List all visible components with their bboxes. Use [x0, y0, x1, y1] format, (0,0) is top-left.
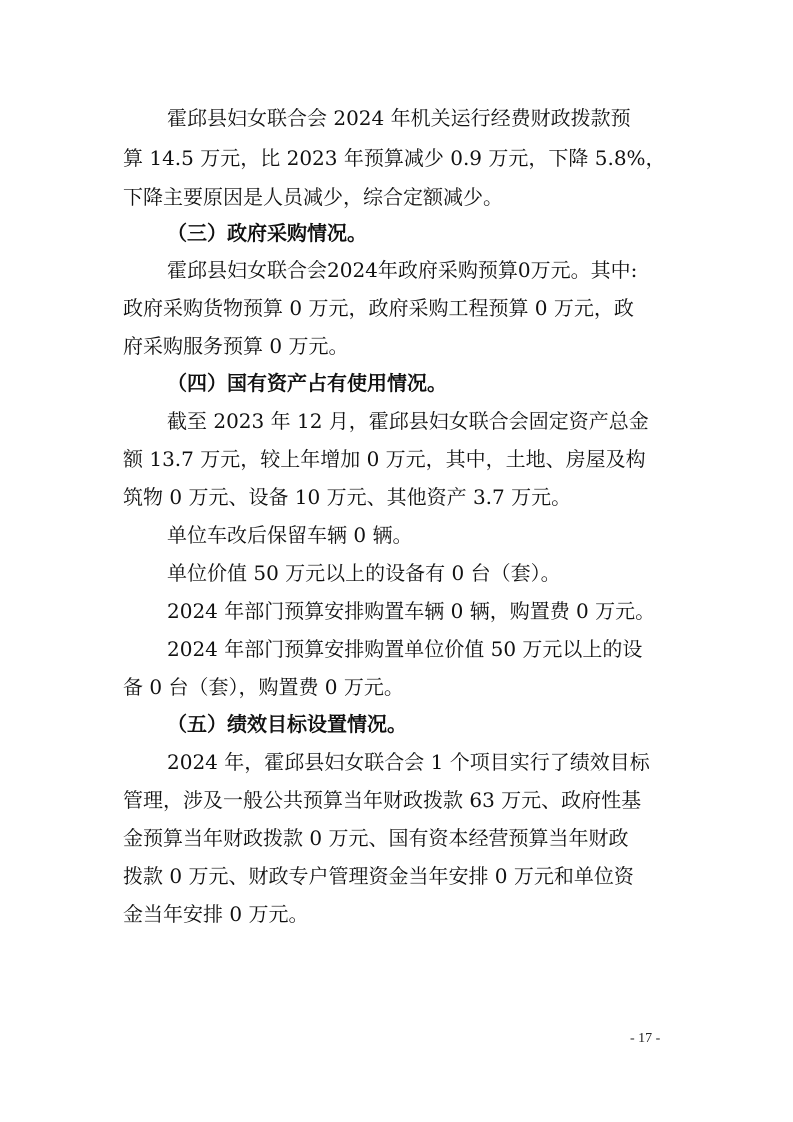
assets-paragraph-line-2: 额 13.7 万元，较上年增加 0 万元，其中，土地、房屋及构 [123, 447, 646, 471]
performance-paragraph-line-3: 金预算当年财政拨款 0 万元、国有资本经营预算当年财政 [123, 826, 629, 850]
vehicles-retained-line: 单位车改后保留车辆 0 辆。 [167, 523, 413, 547]
equipment-purchase-line-2: 备 0 台（套），购置费 0 万元。 [123, 675, 404, 699]
procurement-paragraph-line-1: 霍邱县妇女联合会2024年政府采购预算0万元。其中: [167, 258, 638, 282]
budget-paragraph-line-2: 算 14.5 万元，比 2023 年预算减少 0.9 万元，下降 5.8%， [123, 146, 666, 170]
performance-paragraph-line-4: 拨款 0 万元、财政专户管理资金当年安排 0 万元和单位资 [123, 864, 634, 888]
section-heading-assets: （四）国有资产占有使用情况。 [167, 371, 447, 395]
equipment-purchase-line-1: 2024 年部门预算安排购置单位价值 50 万元以上的设 [167, 637, 643, 661]
vehicle-purchase-line: 2024 年部门预算安排购置车辆 0 辆，购置费 0 万元。 [167, 599, 656, 623]
procurement-paragraph-line-2: 政府采购货物预算 0 万元，政府采购工程预算 0 万元，政 [123, 296, 634, 320]
high-value-equipment-line: 单位价值 50 万元以上的设备有 0 台（套）。 [167, 561, 561, 585]
page-number: - 17 - [630, 1031, 661, 1046]
performance-paragraph-line-5: 金当年安排 0 万元。 [123, 902, 309, 926]
section-heading-procurement: （三）政府采购情况。 [167, 221, 367, 245]
assets-paragraph-line-1: 截至 2023 年 12 月，霍邱县妇女联合会固定资产总金 [167, 409, 649, 433]
section-heading-performance: （五）绩效目标设置情况。 [167, 712, 407, 736]
performance-paragraph-line-2: 管理，涉及一般公共预算当年财政拨款 63 万元、政府性基 [123, 788, 642, 812]
procurement-paragraph-line-3: 府采购服务预算 0 万元。 [123, 334, 349, 358]
assets-paragraph-line-3: 筑物 0 万元、设备 10 万元、其他资产 3.7 万元。 [123, 485, 572, 509]
performance-paragraph-line-1: 2024 年，霍邱县妇女联合会 1 个项目实行了绩效目标 [167, 750, 650, 774]
budget-paragraph-line-1: 霍邱县妇女联合会 2024 年机关运行经费财政拨款预 [167, 106, 631, 130]
budget-paragraph-line-3: 下降主要原因是人员减少，综合定额减少。 [123, 185, 503, 209]
